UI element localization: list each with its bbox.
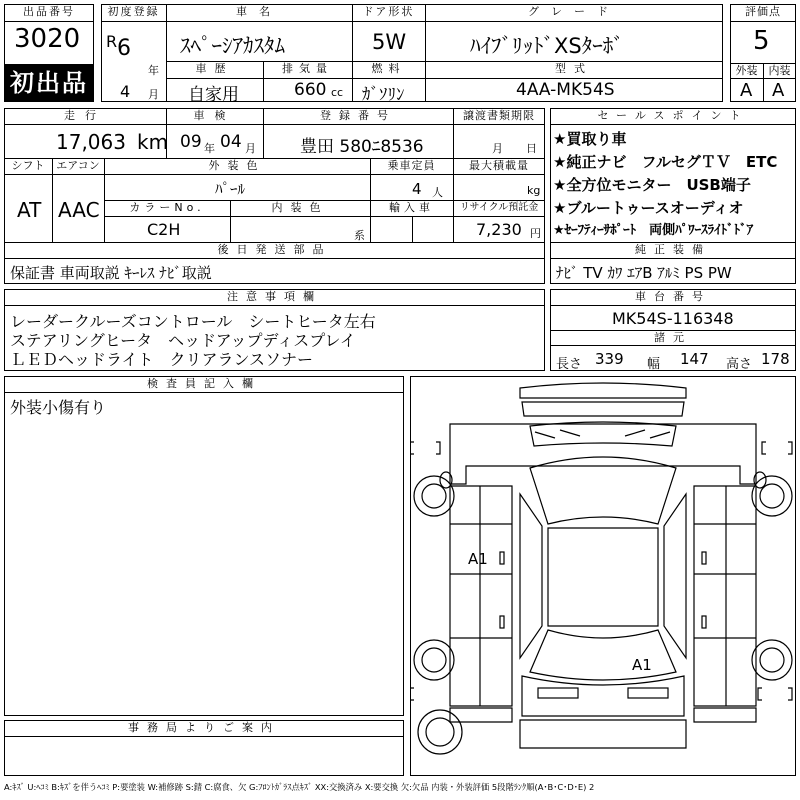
notes-label: 注意事項欄 xyxy=(227,290,322,303)
inspector-text: 外装小傷有り xyxy=(10,398,107,417)
damage-mark-rear: A1 xyxy=(632,656,652,674)
capacity-unit: 人 xyxy=(432,186,443,199)
mileage: 17,063 xyxy=(56,130,126,154)
reg-year-unit: 年 xyxy=(148,64,159,77)
height-label: 高さ xyxy=(726,357,753,372)
inspection-year: 09 xyxy=(180,132,202,152)
sales-label: セールスポイント xyxy=(597,109,749,122)
equip-label: 純正装備 xyxy=(635,243,711,256)
sales-point-3: ★全方位モニター USB端子 xyxy=(553,176,751,194)
height: 178 xyxy=(761,350,790,368)
note-line-3: ＬＥＤヘッドライト クリアランスソナー xyxy=(10,350,314,369)
office-label: 事務局よりご案内 xyxy=(128,721,280,734)
ac-label: エアコン xyxy=(56,159,100,172)
shift-label: シフト xyxy=(11,159,45,172)
car-name: ｽﾍﾟｰｼｱｶｽﾀﾑ xyxy=(180,34,285,58)
recycle-unit: 円 xyxy=(530,227,541,240)
history-label: 車歴 xyxy=(195,62,234,75)
transfer-label: 譲渡書類期限 xyxy=(463,109,535,122)
sales-point-2: ★純正ナビ フルセグＴＶ ETC xyxy=(553,153,778,171)
width-label: 幅 xyxy=(647,357,661,372)
chassis-number: MK54S-116348 xyxy=(612,309,734,328)
shift: AT xyxy=(17,198,42,222)
load-label: 最大積載量 xyxy=(469,159,529,172)
first-reg-label: 初度登録 xyxy=(107,5,160,18)
car-name-label: 車名 xyxy=(236,5,282,18)
reg-month: 4 xyxy=(120,82,131,101)
door-label: ドア形状 xyxy=(362,5,415,18)
length-label: 長さ xyxy=(556,357,583,372)
later-label: 後日発送部品 xyxy=(217,243,332,256)
lot-label: 出品番号 xyxy=(23,5,75,18)
exterior-grade: A xyxy=(740,80,753,101)
transfer-day-unit: 日 xyxy=(526,142,537,155)
legend-text: A:ｷｽﾞ U:ﾍｺﾐ B:ｷｽﾞを伴うﾍｺﾐ P:要塗装 W:補修跡 S:錆 C:腐食、欠 G:ﾌﾛﾝﾄｶﾞﾗｽ点ｷｽﾞ XX:交換済み X:要交換 欠:欠品 内装・外装評価 5段階ﾗﾝｸ順(A･B･C･D･E) 2 xyxy=(4,782,595,792)
sales-point-4: ★ブルートゥースオーディオ xyxy=(553,199,744,217)
inspection-year-unit: 年 xyxy=(204,142,215,155)
color-no-label: カラーNo. xyxy=(129,201,205,214)
model-label: 型式 xyxy=(555,62,593,75)
transfer-month-unit: 月 xyxy=(492,142,503,155)
reg-month-unit: 月 xyxy=(148,88,159,101)
int-color-label: 内装色 xyxy=(271,201,329,214)
inspection-month: 04 xyxy=(220,132,242,152)
displacement-label: 排気量 xyxy=(282,62,333,75)
mileage-unit: km xyxy=(137,130,169,154)
recycle-label: リサイクル預託金 xyxy=(459,202,539,213)
capacity-label: 乗車定員 xyxy=(387,159,436,172)
import-label: 輸入車 xyxy=(389,201,434,214)
width: 147 xyxy=(680,350,709,368)
ac: AAC xyxy=(58,198,100,222)
load-unit: kg xyxy=(527,184,541,197)
length: 339 xyxy=(595,350,624,368)
equipment: ﾅﾋﾞ TV ｶﾜ ｴｱB ｱﾙﾐ PS PW xyxy=(556,264,732,282)
lot-number: 3020 xyxy=(14,24,81,54)
plate-label: 登録番号 xyxy=(320,109,396,122)
grade: ﾊｲﾌﾞﾘｯﾄﾞXSﾀｰﾎﾞ xyxy=(470,34,624,58)
chassis-label: 車台番号 xyxy=(635,290,711,303)
inspector-label: 検査員記入欄 xyxy=(147,377,261,390)
note-line-2: ステアリングヒータ ヘッドアップディスプレイ xyxy=(10,331,356,350)
interior-label: 内装 xyxy=(768,64,791,77)
damage-mark-left-door: A1 xyxy=(468,550,488,568)
model: 4AA-MK54S xyxy=(516,80,615,100)
inspection-label: 車検 xyxy=(193,109,236,122)
int-color-suffix: 系 xyxy=(354,229,365,242)
first-listing-badge: 初出品 xyxy=(4,64,94,102)
interior-grade: A xyxy=(772,80,785,101)
plate: 豊田 580ﾆ8536 xyxy=(300,137,424,157)
displacement: 660 xyxy=(294,80,327,100)
inspector-box xyxy=(4,376,404,716)
fuel-label: 燃料 xyxy=(371,62,406,75)
later-items: 保証書 車両取説 ｷｰﾚｽ ﾅﾋﾞ取説 xyxy=(10,264,212,282)
displacement-unit: cc xyxy=(331,86,344,99)
dims-label: 諸元 xyxy=(654,331,692,344)
mileage-label: 走行 xyxy=(64,109,106,122)
sales-point-5: ★ｾｰﾌﾃｨｰｻﾎﾟｰﾄ 両側ﾊﾟﾜｰｽﾗｲﾄﾞﾄﾞｱ xyxy=(553,223,754,238)
score-label: 評価点 xyxy=(745,5,781,18)
inspection-month-unit: 月 xyxy=(245,142,256,155)
history: 自家用 xyxy=(188,85,239,105)
door: 5W xyxy=(372,30,407,54)
era: R xyxy=(106,32,118,51)
ext-color: ﾊﾟｰﾙ xyxy=(215,180,246,198)
ext-color-label: 外装色 xyxy=(208,159,266,172)
exterior-label: 外装 xyxy=(735,64,758,77)
fuel: ｶﾞｿﾘﾝ xyxy=(362,85,405,105)
color-no: C2H xyxy=(147,220,181,239)
score: 5 xyxy=(753,26,770,56)
capacity: 4 xyxy=(412,180,422,198)
car-diagram xyxy=(410,376,796,776)
sales-point-1: ★買取り車 xyxy=(553,130,627,148)
reg-year: 6 xyxy=(117,36,131,61)
recycle: 7,230 xyxy=(476,220,522,239)
note-line-1: レーダークルーズコントロール シートヒータ左右 xyxy=(10,312,376,331)
grade-label: グレード xyxy=(528,5,620,18)
